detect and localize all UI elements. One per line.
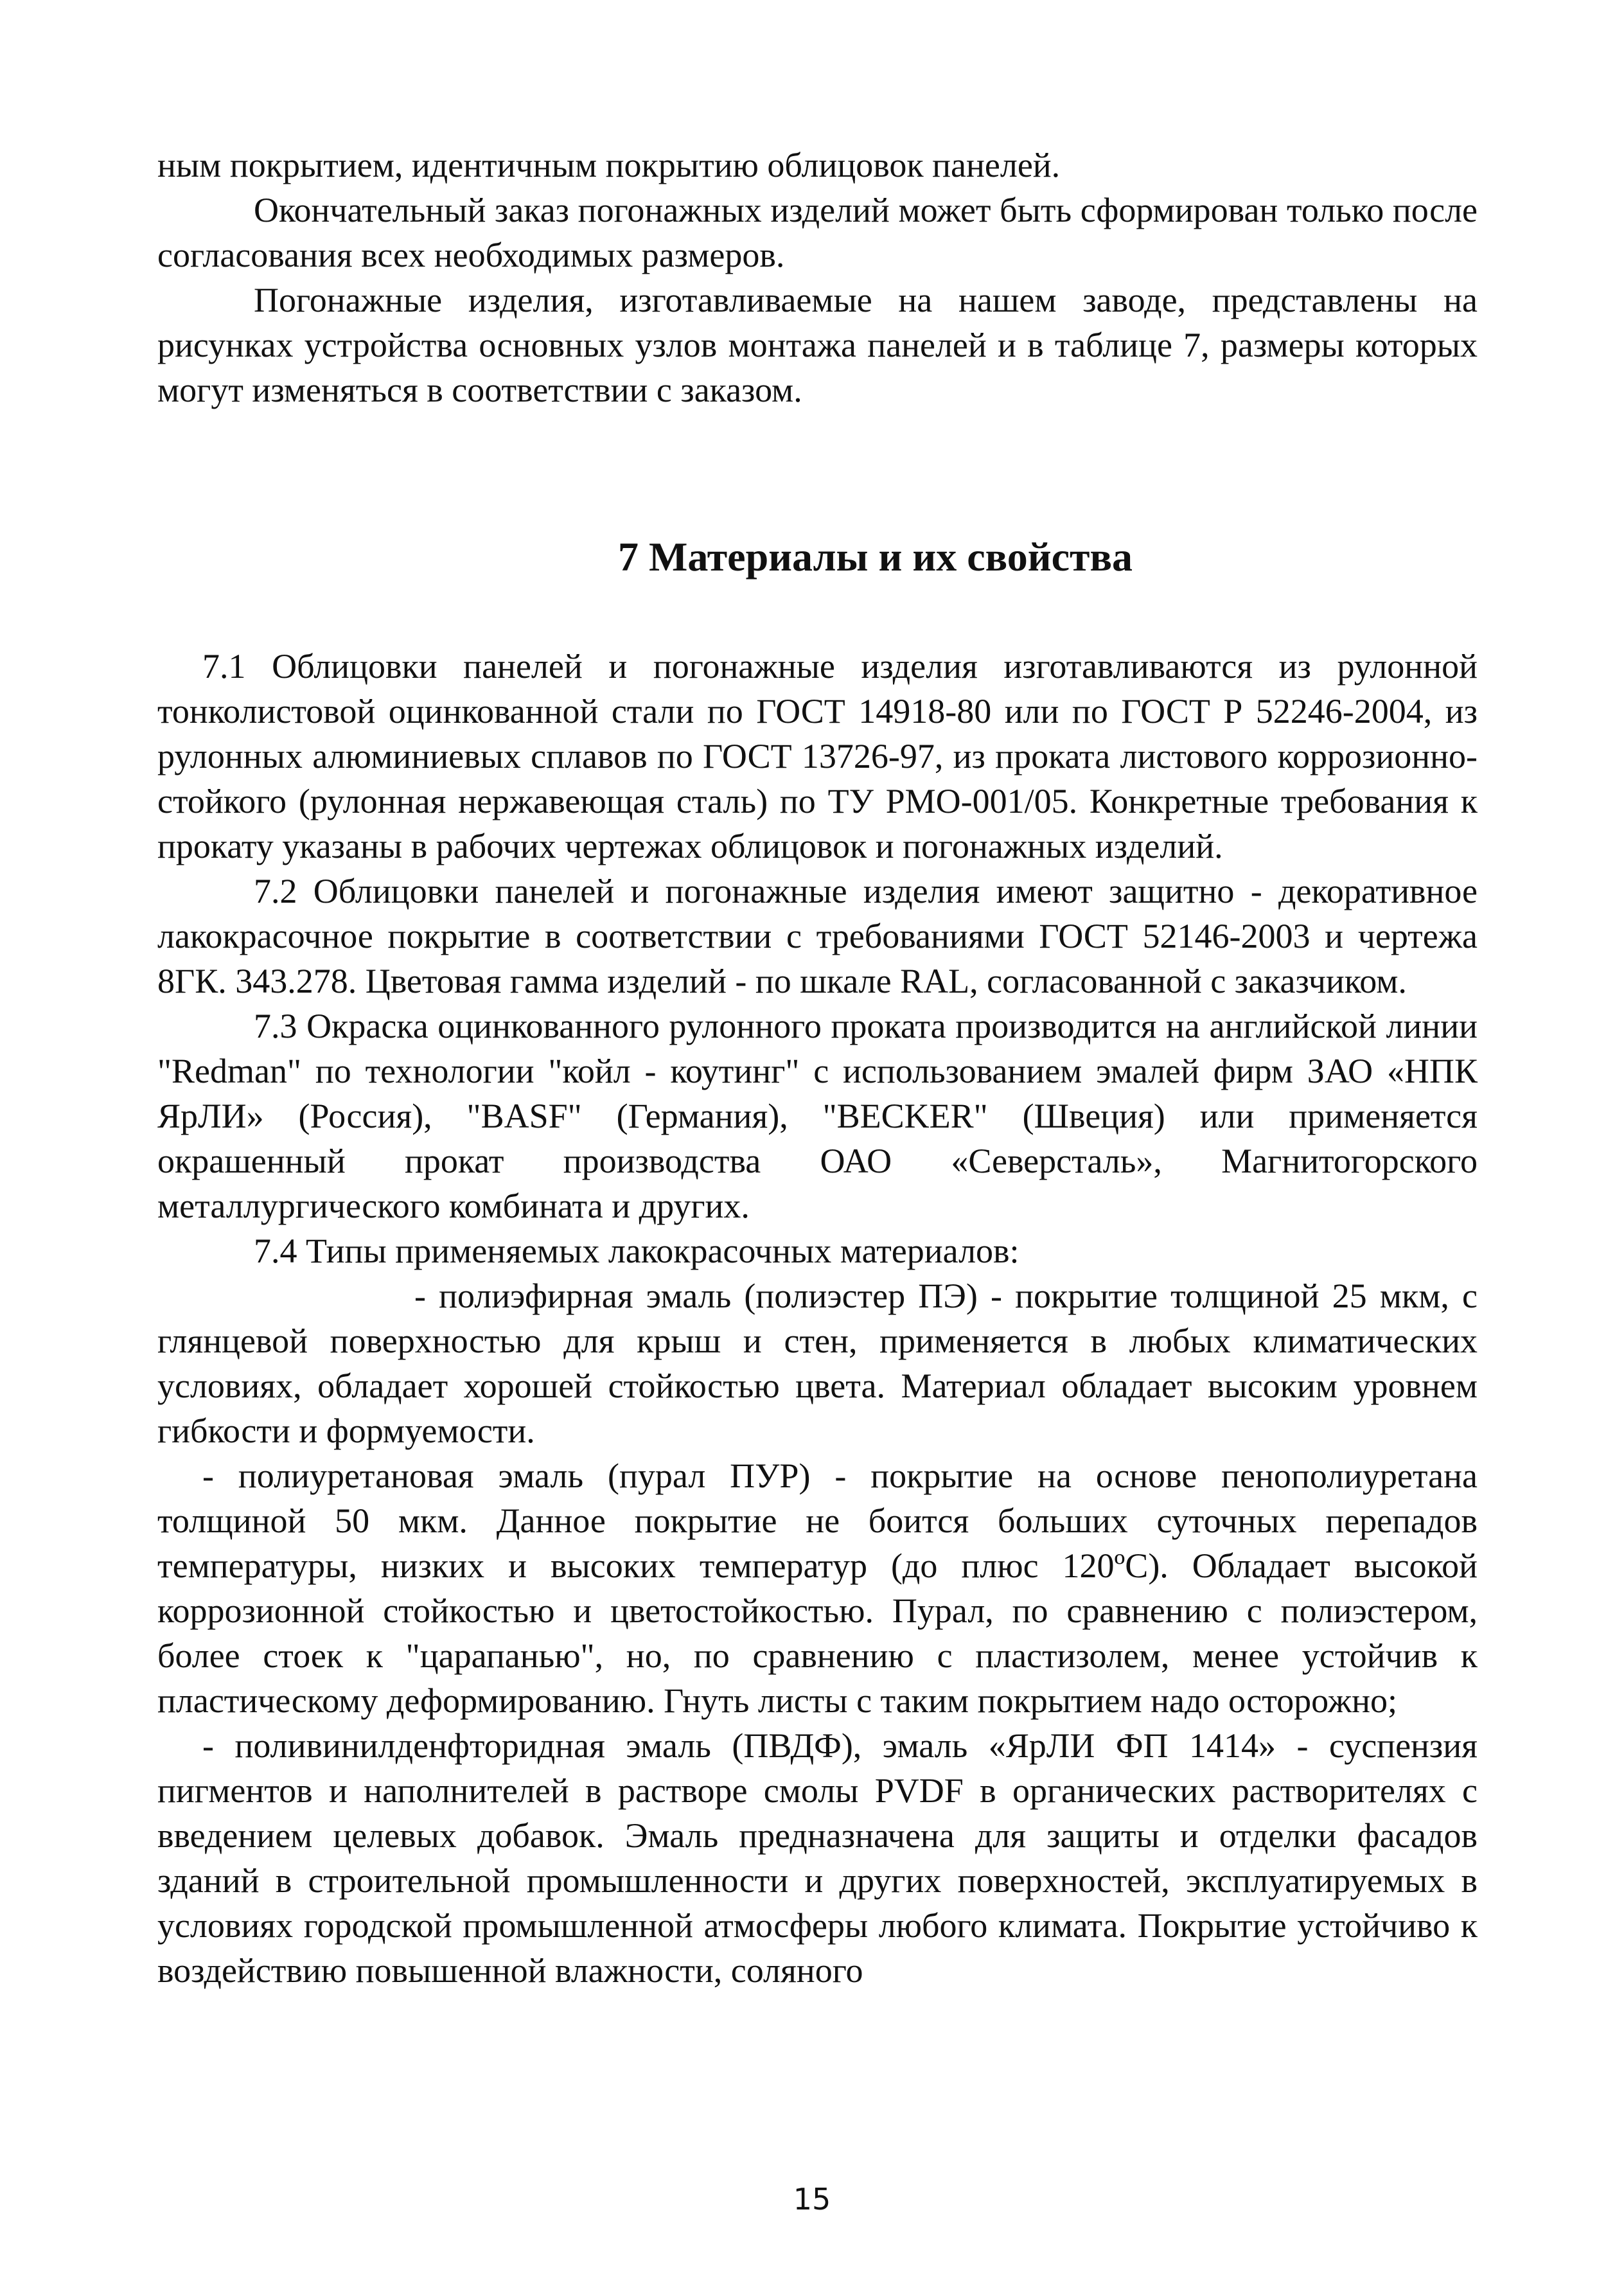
page-number: 15 bbox=[793, 2182, 831, 2217]
paragraph-7-4: 7.4 Типы применяемых лакокрасочных материалов: bbox=[254, 1232, 1019, 1270]
section-heading: 7 Материалы и их свойства bbox=[617, 534, 1133, 580]
paragraph-7-3: 7.3 Окраска оцинкованного рулонного проката производится на английской линии "Redman" по технологии "койл - коутинг" с использованием эмалей фирм ЗАО «НПК ЯрЛИ» (Россия), "BASF" (Германия), "BECKER" (Швеция) или применяется окрашенный прокат производства ОАО «Северсталь», Магнитогорского металлургического комбината и других. bbox=[157, 1007, 1478, 1225]
paragraph-continuation: ным покрытием, идентичным покрытию облицовок панелей. bbox=[157, 146, 1061, 184]
list-item-pvdf: - поливинилденфторидная эмаль (ПВДФ), эмаль «ЯрЛИ ФП 1414» - суспензия пигментов и наполнителей в растворе смолы PVDF в органических растворителях с введением целевых добавок. Эмаль предназначена для защиты и отделки фасадов зданий в строительной промышленности и других поверхностей, эксплуатируемых в условиях городской промышленной атмосферы любого климата. Покрытие устойчиво к воздействию повышенной влажности, соляного bbox=[157, 1726, 1478, 1990]
list-item-polyester: - полиэфирная эмаль (полиэстер ПЭ) - покрытие толщиной 25 мкм, с глянцевой поверхностью для крыш и стен, применяется в любых климатических условиях, обладает хорошей стойкостью цвета. Материал обладает высоким уровнем гибкости и формуемости. bbox=[157, 1277, 1478, 1450]
list-item-polyurethane: - полиуретановая эмаль (пурал ПУР) - покрытие на основе пенополиуретана толщиной 50 мкм. Данное покрытие не боится больших суточных перепадов температуры, низких и высоких температур (до плюс 120ºС). Обладает высокой коррозионной стойкостью и цветостойкостью. Пурал, по сравнению с полиэстером, более стоек к "царапанью", но, по сравнению с пластизолем, менее устойчив к пластическому деформированию. Гнуть листы с таким покрытием надо осторожно; bbox=[157, 1456, 1478, 1720]
document-page bbox=[157, 143, 1478, 1993]
paragraph-molded-products: Погонажные изделия, изготавливаемые на нашем заводе, представлены на рисунках устройства основных узлов монтажа панелей и в таблице 7, размеры которых могут изменяться в соответствии с заказом. bbox=[157, 281, 1478, 409]
paragraph-7-1: 7.1 Облицовки панелей и погонажные изделия изготавливаются из рулонной тонколистовой оцинкованной стали по ГОСТ 14918-80 или по ГОСТ Р 52246-2004, из рулонных алюминиевых сплавов по ГОСТ 13726-97, из проката листового коррозионно-стойкого (рулонная нержавеющая сталь) по ТУ РМО-001/05. Конкретные требования к прокату указаны в рабочих чертежах облицовок и погонажных изделий. bbox=[157, 647, 1478, 865]
paragraph-7-2: 7.2 Облицовки панелей и погонажные изделия имеют защитно - декоративное лакокрасочное покрытие в соответствии с требованиями ГОСТ 52146-2003 и чертежа 8ГК. 343.278. Цветовая гамма изделий - по шкале RAL, согласованной с заказчиком. bbox=[157, 872, 1478, 1000]
paragraph-final-order: Окончательный заказ погонажных изделий может быть сформирован только после согласования всех необходимых размеров. bbox=[157, 191, 1478, 274]
